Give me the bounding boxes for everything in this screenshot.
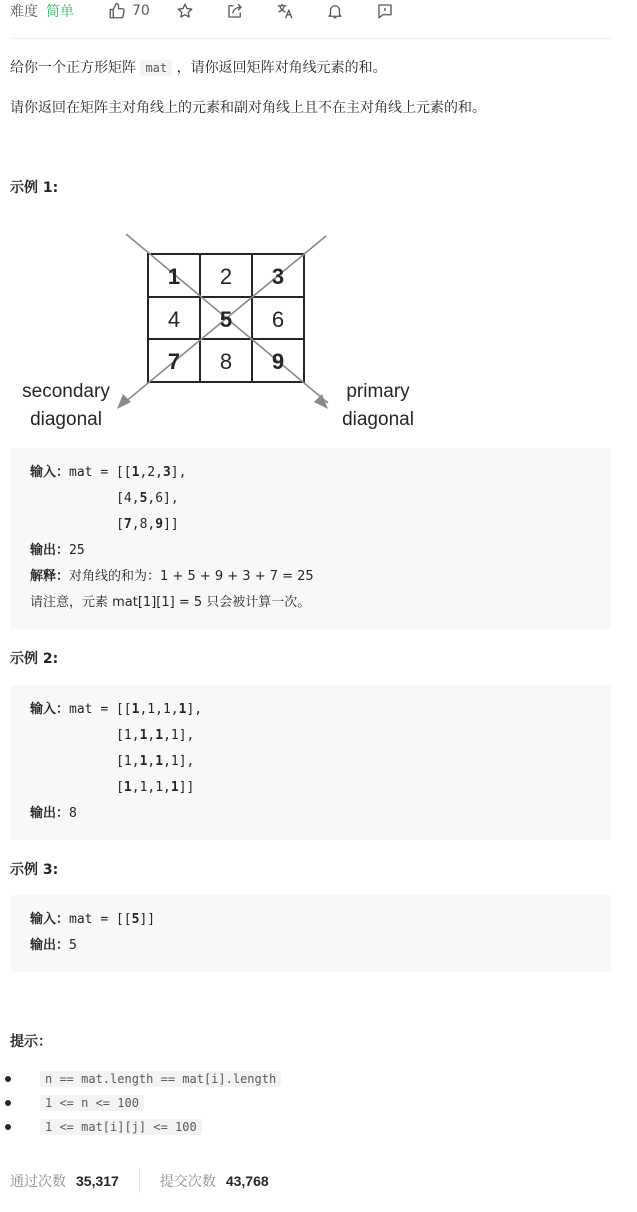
favorite-button[interactable] <box>176 2 194 20</box>
matrix-cell: 1 <box>167 264 181 289</box>
star-icon <box>176 2 194 20</box>
difficulty-label: 难度 <box>10 4 38 20</box>
matrix-cell: 8 <box>219 349 233 374</box>
like-count: 70 <box>132 3 150 19</box>
hint-code: n == mat.length == mat[i].length <box>40 1071 281 1087</box>
secondary-arrow-head <box>117 394 131 409</box>
description-line-1 <box>10 58 387 78</box>
output-label: 输出： <box>30 543 70 558</box>
submission-stats <box>10 1168 269 1194</box>
like-button[interactable] <box>108 2 150 20</box>
problem-toolbar <box>10 0 610 22</box>
accepted-label: 通过次数 <box>10 1174 66 1190</box>
submitted-label: 提交次数 <box>159 1174 216 1190</box>
example-1-code-block: 输入：mat = [[1,2,3], [4,5,6], [7,8,9]] 输出：25 解释：对角线的和为：1 + 5 + 9 + 3 + 7 = 25 请注意，元素 mat[1][1] = 5 只会被计算一次。 <box>10 448 611 629</box>
example-1-heading: 示例 1: <box>10 180 59 196</box>
hints-list <box>40 1067 281 1139</box>
matrix-cell: 3 <box>271 264 285 289</box>
diagonal-matrix-figure <box>10 226 430 436</box>
matrix-cell: 7 <box>167 349 181 374</box>
accepted-count: 35,317 <box>76 1173 119 1189</box>
hint-code: 1 <= mat[i][j] <= 100 <box>40 1119 202 1135</box>
explanation-label: 解释： <box>30 569 70 584</box>
translate-icon <box>276 2 294 20</box>
output-value: 25 <box>69 543 85 558</box>
toolbar-divider <box>10 38 611 39</box>
translate-button[interactable] <box>276 2 294 20</box>
matrix-cell: 9 <box>271 349 285 374</box>
share-icon <box>226 2 244 20</box>
example-2-heading: 示例 2: <box>10 651 59 667</box>
primary-label: diagonal <box>342 409 414 430</box>
difficulty-value: 简单 <box>46 4 74 20</box>
matrix-cell: 6 <box>271 307 285 332</box>
output-label: 输出： <box>30 938 70 953</box>
matrix-cell: 5 <box>219 307 233 332</box>
description-text: ，请你返回矩阵对角线元素的和。 <box>176 60 387 76</box>
primary-label: primary <box>346 381 410 402</box>
input-label: 输入： <box>30 702 70 717</box>
input-label: 输入： <box>30 465 70 480</box>
submitted-count: 43,768 <box>225 1173 269 1189</box>
example-3-code-block: 输入：mat = [[5]] 输出：5 <box>10 895 611 972</box>
hint-item <box>40 1091 281 1115</box>
output-value: 5 <box>69 938 77 953</box>
matrix-cell: 2 <box>219 264 233 289</box>
stats-divider <box>139 1169 140 1193</box>
secondary-label: secondary <box>22 381 110 402</box>
feedback-button[interactable] <box>376 2 394 20</box>
thumbs-up-icon <box>108 2 126 20</box>
notification-button[interactable] <box>326 2 344 20</box>
explanation-text: 对角线的和为：1 + 5 + 9 + 3 + 7 = 25 <box>69 569 314 584</box>
example-2-code-block: 输入：mat = [[1,1,1,1], [1,1,1,1], [1,1,1,1], [1,1,1,1]] 输出：8 <box>10 685 611 840</box>
hint-item <box>40 1067 281 1091</box>
output-value: 8 <box>69 806 77 821</box>
output-label: 输出： <box>30 806 70 821</box>
input-label: 输入： <box>30 912 70 927</box>
description-text: 给你一个正方形矩阵 <box>10 60 136 76</box>
hint-code: 1 <= n <= 100 <box>40 1095 144 1111</box>
explanation-note: 请注意，元素 mat[1][1] = 5 只会被计算一次。 <box>30 595 311 610</box>
hints-heading: 提示： <box>10 1034 52 1050</box>
description-line-2: 请你返回在矩阵主对角线上的元素和副对角线上且不在主对角线上元素的和。 <box>10 100 486 116</box>
share-button[interactable] <box>226 2 244 20</box>
feedback-icon <box>376 2 394 20</box>
hint-item <box>40 1115 281 1139</box>
secondary-label: diagonal <box>30 409 102 430</box>
bell-icon <box>326 2 344 20</box>
inline-code-mat: mat <box>140 60 172 76</box>
matrix-cell: 4 <box>167 307 181 332</box>
example-3-heading: 示例 3: <box>10 862 59 878</box>
